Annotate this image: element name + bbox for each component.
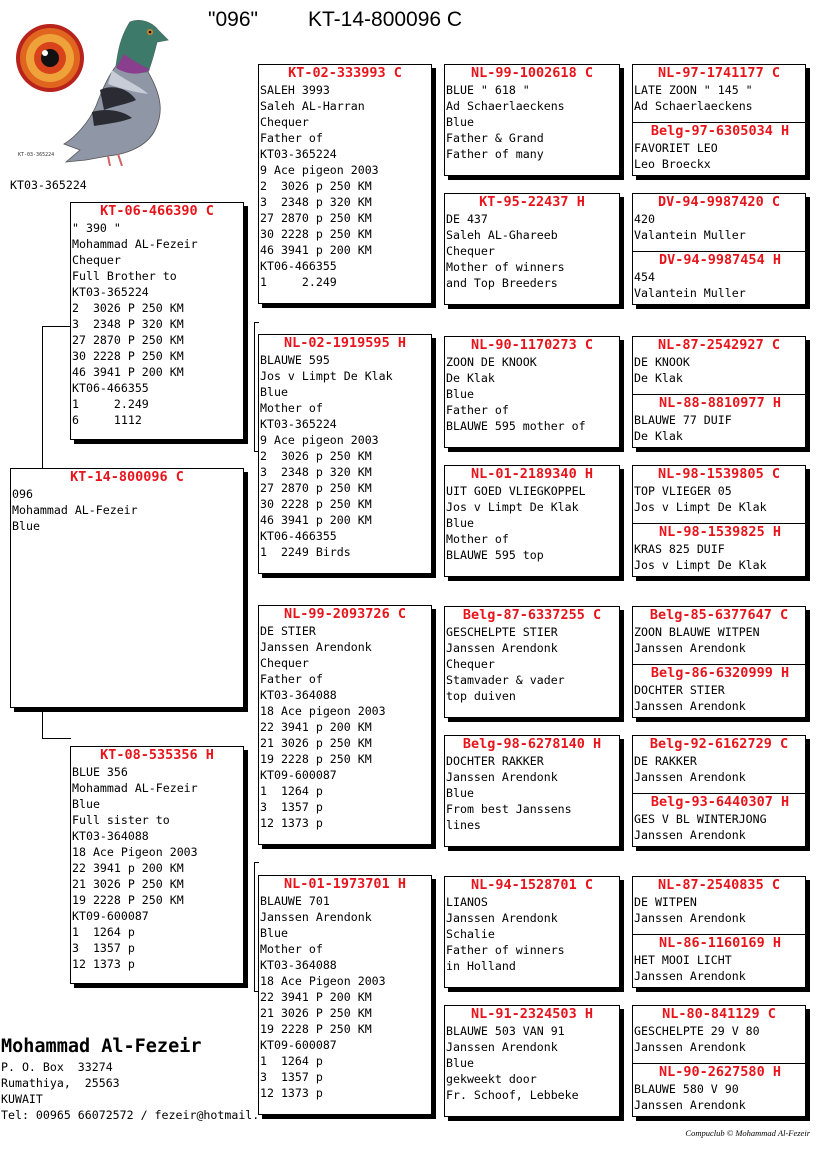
ancestor-line: De Klak <box>634 429 683 443</box>
grandparent-line: 30 2228 p 250 KM <box>260 227 372 241</box>
great-grandparent-line: LIANOS <box>446 895 488 909</box>
grandparent-line: 22 3941 P 200 KM <box>260 990 372 1004</box>
ancestor-line: Jos v Limpt De Klak <box>634 500 767 514</box>
subject-line: 096 <box>12 487 33 501</box>
dam-line: 1 1264 p <box>72 925 135 939</box>
dam-line: KT09-600087 <box>72 909 149 923</box>
grandparent-ring: NL-02-1919595 H <box>284 335 406 351</box>
subject-ring: KT-14-800096 C <box>70 469 184 485</box>
photo-caption: KT03-365224 <box>10 178 87 192</box>
owner-city: Rumathiya, 25563 <box>1 1076 120 1090</box>
great-grandparent-box <box>444 336 620 448</box>
grandparent-line: 22 3941 p 200 KM <box>260 720 372 734</box>
sire-line: 1 2.249 <box>72 397 149 411</box>
dam-line: BLUE 356 <box>72 765 128 779</box>
great-grandparent-line: De Klak <box>446 371 495 385</box>
sire-line: KT03-365224 <box>72 285 149 299</box>
grandparent-line: 1 1264 p <box>260 784 323 798</box>
ancestor-line: DOCHTER STIER <box>634 683 725 697</box>
grandparent-line: Blue <box>260 926 288 940</box>
great-grandparent-line: Mother of <box>446 532 509 546</box>
great-grandparent-line: Blue <box>446 516 474 530</box>
grandparent-line: 9 Ace pigeon 2003 <box>260 163 379 177</box>
ancestor-ring: DV-94-9987454 H <box>659 252 781 268</box>
grandparent-box <box>258 334 432 574</box>
ancestor-line: Janssen Arendonk <box>634 770 746 784</box>
ancestor-ring: NL-86-1160169 H <box>659 935 781 951</box>
ancestor-pair-box <box>632 336 806 448</box>
great-grandparent-line: Schalie <box>446 927 495 941</box>
great-grandparent-line: Father of winners <box>446 943 565 957</box>
sire-line: 27 2870 P 250 KM <box>72 333 184 347</box>
grandparent-line: DE STIER <box>260 624 316 638</box>
grandparent-box <box>258 64 432 304</box>
grandparent-line: 27 2870 p 250 KM <box>260 481 372 495</box>
svg-text:KT-03-365224: KT-03-365224 <box>18 152 55 158</box>
grandparent-line: 18 Ace pigeon 2003 <box>260 704 386 718</box>
grandparent-line: Janssen Arendonk <box>260 640 372 654</box>
ancestor-ring: NL-80-841129 C <box>662 1006 776 1022</box>
great-grandparent-line: Blue <box>446 1056 474 1070</box>
ancestor-line: GESCHELPTE 29 V 80 <box>634 1024 760 1038</box>
ancestor-lower <box>633 934 806 988</box>
great-grandparent-line: Janssen Arendonk <box>446 770 558 784</box>
grandparent-line: SALEH 3993 <box>260 83 330 97</box>
grandparent-line: Father of <box>260 672 323 686</box>
grandparent-line: 46 3941 p 200 KM <box>260 243 372 257</box>
grandparent-ring: KT-02-333993 C <box>288 65 402 81</box>
grandparent-line: KT03-364088 <box>260 688 337 702</box>
great-grandparent-ring: NL-91-2324503 H <box>471 1006 593 1022</box>
dam-line: KT03-364088 <box>72 829 149 843</box>
pigeon-photo <box>12 14 172 166</box>
grandparent-line: 12 1373 p <box>260 816 323 830</box>
grandparent-line: 3 1357 p <box>260 800 323 814</box>
ancestor-line: 454 <box>634 270 655 284</box>
great-grandparent-ring: NL-90-1170273 C <box>471 337 593 353</box>
ancestor-ring: NL-98-1539805 C <box>658 466 780 482</box>
grandparent-line: KT03-365224 <box>260 147 337 161</box>
ancestor-line: Janssen Arendonk <box>634 641 746 655</box>
sire-line: 6 1112 <box>72 413 142 427</box>
sire-line: KT06-466355 <box>72 381 149 395</box>
great-grandparent-ring: NL-99-1002618 C <box>471 65 593 81</box>
ancestor-ring: Belg-92-6162729 C <box>649 736 789 752</box>
great-grandparent-ring: Belg-98-6278140 H <box>462 736 602 752</box>
great-grandparent-line: Blue <box>446 115 474 129</box>
ancestor-pair-box <box>632 1005 806 1117</box>
grandparent-box <box>258 875 432 1115</box>
great-grandparent-ring: NL-94-1528701 C <box>471 877 593 893</box>
ancestor-line: 420 <box>634 212 655 226</box>
great-grandparent-line: BLUE " 618 " <box>446 83 530 97</box>
great-grandparent-box <box>444 876 620 988</box>
grandparent-line: KT06-466355 <box>260 259 337 273</box>
great-grandparent-line: BLAUWE 595 mother of <box>446 419 586 433</box>
owner-country: KUWAIT <box>1 1092 43 1106</box>
ancestor-pair-box <box>632 876 806 988</box>
grandparent-line: Blue <box>260 385 288 399</box>
grandparent-line: KT03-364088 <box>260 958 337 972</box>
owner-contact: Tel: 00965 66072572 / fezeir@hotmail. <box>1 1108 260 1122</box>
grandparent-line: KT03-365224 <box>260 417 337 431</box>
subject-line: Blue <box>12 519 40 533</box>
grandparent-ring: NL-01-1973701 H <box>284 876 406 892</box>
great-grandparent-line: Stamvader & vader <box>446 673 565 687</box>
ancestor-ring: DV-94-9987420 C <box>658 194 780 210</box>
great-grandparent-line: Janssen Arendonk <box>446 1040 558 1054</box>
grandparent-line: 18 Ace Pigeon 2003 <box>260 974 386 988</box>
ancestor-line: HET MOOI LICHT <box>634 953 732 967</box>
ancestor-line: ZOON BLAUWE WITPEN <box>634 625 760 639</box>
great-grandparent-line: Chequer <box>446 244 495 258</box>
ancestor-lower <box>633 664 806 718</box>
grandparent-line: 2 3026 p 250 KM <box>260 179 372 193</box>
great-grandparent-line: Father of <box>446 403 509 417</box>
ancestor-pair-box <box>632 465 806 577</box>
grandparent-line: Saleh AL-Harran <box>260 99 365 113</box>
grandparent-line: 2 3026 p 250 KM <box>260 449 372 463</box>
great-grandparent-line: DOCHTER RAKKER <box>446 754 544 768</box>
ancestor-ring: Belg-86-6320999 H <box>650 665 790 681</box>
ancestor-line: Janssen Arendonk <box>634 911 746 925</box>
ancestor-line: Janssen Arendonk <box>634 828 746 842</box>
grandparent-line: Mother of <box>260 942 323 956</box>
ancestor-line: Janssen Arendonk <box>634 699 746 713</box>
great-grandparent-line: and Top Breeders <box>446 276 558 290</box>
great-grandparent-box <box>444 606 620 718</box>
ancestor-pair-box <box>632 64 806 176</box>
ancestor-line: DE RAKKER <box>634 754 697 768</box>
ancestor-lower <box>633 251 806 305</box>
great-grandparent-box <box>444 193 620 305</box>
great-grandparent-line: Jos v Limpt De Klak <box>446 500 579 514</box>
ancestor-lower <box>633 394 806 448</box>
ancestor-line: BLAUWE 580 V 90 <box>634 1082 739 1096</box>
grandparent-line: 21 3026 P 250 KM <box>260 1006 372 1020</box>
ancestor-line: DE WITPEN <box>634 895 697 909</box>
ancestor-line: Valantein Muller <box>634 286 746 300</box>
sire-line: 46 3941 P 200 KM <box>72 365 184 379</box>
grandparent-line: Jos v Limpt De Klak <box>260 369 393 383</box>
ancestor-ring: NL-90-2627580 H <box>659 1064 781 1080</box>
ancestor-ring: NL-97-1741177 C <box>658 65 780 81</box>
great-grandparent-line: GESCHELPTE STIER <box>446 625 558 639</box>
great-grandparent-line: Father of many <box>446 147 544 161</box>
subject-box <box>10 468 244 708</box>
ancestor-line: BLAUWE 77 DUIF <box>634 413 732 427</box>
ancestor-line: Janssen Arendonk <box>634 1098 746 1112</box>
ancestor-ring: NL-98-1539825 H <box>659 524 781 540</box>
ancestor-line: Ad Schaerlaeckens <box>634 99 753 113</box>
grandparent-line: 3 1357 p <box>260 1070 323 1084</box>
great-grandparent-box <box>444 735 620 847</box>
grandparent-line: 46 3941 p 200 KM <box>260 513 372 527</box>
ancestor-line: Jos v Limpt De Klak <box>634 558 767 572</box>
ancestor-ring: Belg-85-6377647 C <box>649 607 789 623</box>
sire-line: Chequer <box>72 253 121 267</box>
sire-line: 30 2228 P 250 KM <box>72 349 184 363</box>
grandparent-line: KT09-600087 <box>260 768 337 782</box>
great-grandparent-line: top duiven <box>446 689 516 703</box>
ancestor-line: Valantein Muller <box>634 228 746 242</box>
ancestor-pair-box <box>632 606 806 718</box>
footer-copyright: Compuclub © Mohammad Al-Fezeir <box>685 1128 810 1138</box>
sire-box <box>70 202 244 440</box>
great-grandparent-line: in Holland <box>446 959 516 973</box>
pigeon-nickname: "096" <box>208 8 258 31</box>
great-grandparent-line: Father & Grand <box>446 131 544 145</box>
ancestor-ring: Belg-93-6440307 H <box>650 794 790 810</box>
great-grandparent-ring: KT-95-22437 H <box>479 194 585 210</box>
ancestor-pair-box <box>632 193 806 305</box>
ancestor-line: Janssen Arendonk <box>634 1040 746 1054</box>
grandparent-line: 30 2228 p 250 KM <box>260 497 372 511</box>
pigeon-ring-title: KT-14-800096 C <box>308 8 463 31</box>
ancestor-line: DE KNOOK <box>634 355 690 369</box>
ancestor-ring: Belg-97-6305034 H <box>650 123 790 139</box>
great-grandparent-line: From best Janssens <box>446 802 572 816</box>
grandparent-line: 3 2348 p 320 KM <box>260 465 372 479</box>
great-grandparent-line: Chequer <box>446 657 495 671</box>
ancestor-lower <box>633 122 806 176</box>
owner-name: Mohammad Al-Fezeir <box>1 1036 202 1057</box>
dam-line: Full sister to <box>72 813 170 827</box>
grandparent-line: KT09-600087 <box>260 1038 337 1052</box>
great-grandparent-box <box>444 1005 620 1117</box>
sire-line: " 390 " <box>72 221 121 235</box>
grandparent-line: 12 1373 p <box>260 1086 323 1100</box>
great-grandparent-line: Blue <box>446 387 474 401</box>
grandparent-ring: NL-99-2093726 C <box>284 606 406 622</box>
ancestor-line: TOP VLIEGER 05 <box>634 484 732 498</box>
subject-line: Mohammad AL-Fezeir <box>12 503 138 517</box>
grandparent-line: 21 3026 p 250 KM <box>260 736 372 750</box>
great-grandparent-line: Ad Schaerlaeckens <box>446 99 565 113</box>
sire-line: Full Brother to <box>72 269 177 283</box>
great-grandparent-line: Blue <box>446 786 474 800</box>
ancestor-pair-box <box>632 735 806 847</box>
grandparent-line: BLAUWE 595 <box>260 353 330 367</box>
great-grandparent-line: Janssen Arendonk <box>446 911 558 925</box>
great-grandparent-box <box>444 64 620 176</box>
dam-line: 12 1373 p <box>72 957 135 971</box>
grandparent-line: 1 2249 Birds <box>260 545 351 559</box>
grandparent-line: Mother of <box>260 401 323 415</box>
sire-line: 3 2348 P 320 KM <box>72 317 184 331</box>
grandparent-line: 1 1264 p <box>260 1054 323 1068</box>
dam-line: 21 3026 P 250 KM <box>72 877 184 891</box>
ancestor-line: Janssen Arendonk <box>634 969 746 983</box>
sire-line: Mohammad AL-Fezeir <box>72 237 198 251</box>
grandparent-line: Janssen Arendonk <box>260 910 372 924</box>
great-grandparent-box <box>444 465 620 577</box>
grandparent-line: 19 2228 P 250 KM <box>260 1022 372 1036</box>
sire-line: 2 3026 P 250 KM <box>72 301 184 315</box>
grandparent-line: 3 2348 p 320 KM <box>260 195 372 209</box>
dam-line: 22 3941 p 200 KM <box>72 861 184 875</box>
ancestor-line: FAVORIET LEO <box>634 141 718 155</box>
dam-line: 19 2228 P 250 KM <box>72 893 184 907</box>
ancestor-lower <box>633 523 806 577</box>
dam-line: 18 Ace Pigeon 2003 <box>72 845 198 859</box>
ancestor-lower <box>633 1063 806 1117</box>
grandparent-line: Father of <box>260 131 323 145</box>
ancestor-line: KRAS 825 DUIF <box>634 542 725 556</box>
great-grandparent-ring: Belg-87-6337255 C <box>462 607 602 623</box>
great-grandparent-line: gekweekt door <box>446 1072 537 1086</box>
ancestor-ring: NL-87-2540835 C <box>658 877 780 893</box>
grandparent-line: Chequer <box>260 656 309 670</box>
great-grandparent-line: BLAUWE 595 top <box>446 548 544 562</box>
grandparent-line: 19 2228 p 250 KM <box>260 752 372 766</box>
dam-box <box>70 746 244 984</box>
great-grandparent-line: Saleh AL-Ghareeb <box>446 228 558 242</box>
great-grandparent-line: Fr. Schoof, Lebbeke <box>446 1088 579 1102</box>
great-grandparent-line: DE 437 <box>446 212 488 226</box>
owner-po-box: P. O. Box 33274 <box>1 1060 113 1074</box>
great-grandparent-ring: NL-01-2189340 H <box>471 466 593 482</box>
great-grandparent-line: UIT GOED VLIEGKOPPEL <box>446 484 586 498</box>
great-grandparent-line: lines <box>446 818 481 832</box>
ancestor-ring: NL-88-8810977 H <box>659 395 781 411</box>
dam-line: 3 1357 p <box>72 941 135 955</box>
grandparent-line: 27 2870 p 250 KM <box>260 211 372 225</box>
pigeon-image <box>12 14 172 166</box>
dam-line: Mohammad AL-Fezeir <box>72 781 198 795</box>
ancestor-line: De Klak <box>634 371 683 385</box>
sire-ring: KT-06-466390 C <box>100 203 214 219</box>
great-grandparent-line: Mother of winners <box>446 260 565 274</box>
ancestor-line: LATE ZOON " 145 " <box>634 83 753 97</box>
grandparent-line: 1 2.249 <box>260 275 337 289</box>
grandparent-line: 9 Ace pigeon 2003 <box>260 433 379 447</box>
ancestor-line: Leo Broeckx <box>634 157 711 171</box>
grandparent-box <box>258 605 432 845</box>
ancestor-line: GES V BL WINTERJONG <box>634 812 767 826</box>
grandparent-line: KT06-466355 <box>260 529 337 543</box>
ancestor-ring: NL-87-2542927 C <box>658 337 780 353</box>
great-grandparent-line: ZOON DE KNOOK <box>446 355 537 369</box>
great-grandparent-line: BLAUWE 503 VAN 91 <box>446 1024 565 1038</box>
ancestor-lower <box>633 793 806 847</box>
grandparent-line: BLAUWE 701 <box>260 894 330 908</box>
grandparent-line: Chequer <box>260 115 309 129</box>
dam-ring: KT-08-535356 H <box>100 747 214 763</box>
dam-line: Blue <box>72 797 100 811</box>
great-grandparent-line: Janssen Arendonk <box>446 641 558 655</box>
